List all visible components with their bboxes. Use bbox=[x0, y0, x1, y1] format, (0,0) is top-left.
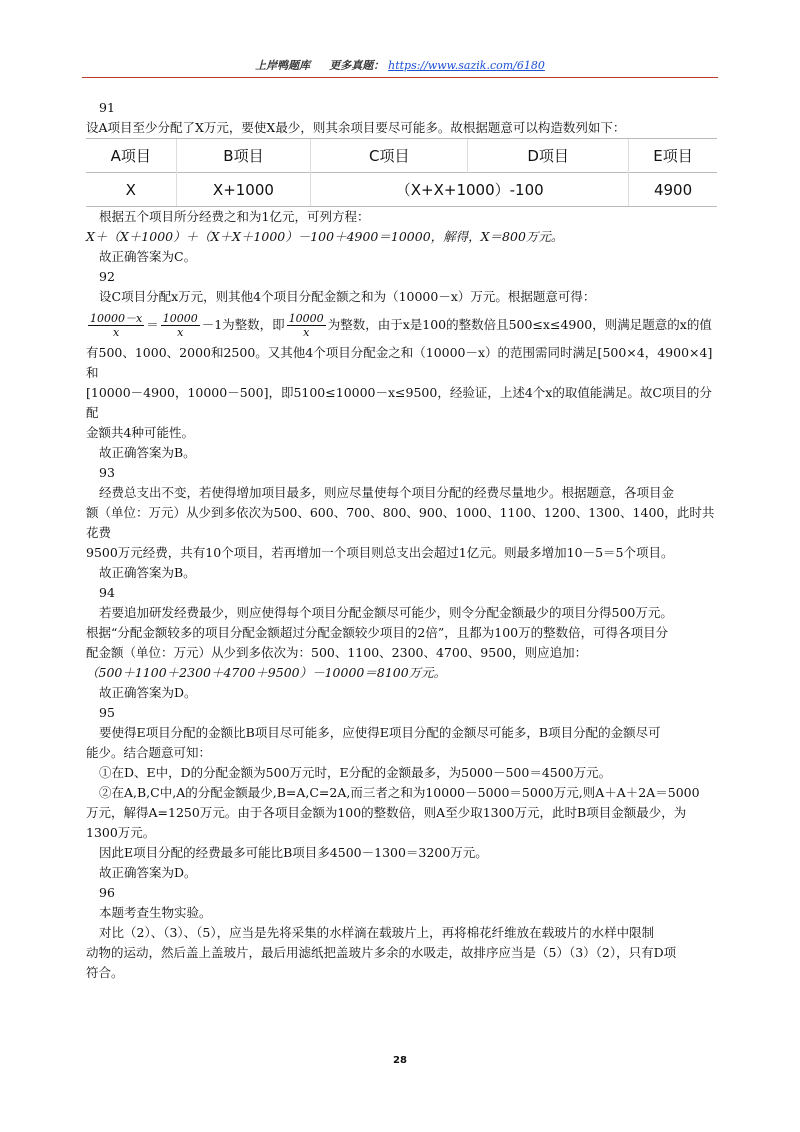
q96-line4: 符合。 bbox=[86, 965, 124, 980]
equals-sign: ＝ bbox=[146, 317, 159, 332]
table-row bbox=[86, 173, 717, 207]
table-header-cell: A项目 bbox=[86, 139, 176, 173]
table-cell: （X+X+1000）-100 bbox=[311, 173, 629, 207]
q94-answer: 故正确答案为D。 bbox=[99, 685, 197, 700]
q93-line3: 9500万元经费，共有10个项目，若再增加一个项目则总支出会超过1亿元。则最多增加10－5＝5个项目。 bbox=[86, 545, 674, 560]
q93-line2: 额（单位：万元）从少到多依次为500、600、700、800、900、1000、1100、1200、1300、1400，此时共花费 bbox=[86, 505, 715, 540]
q96-line2: 对比（2）、（3）、（5），应当是先将采集的水样滴在载玻片上，再将棉花纤维放在载玻片的水样中限制 bbox=[99, 925, 655, 940]
q92-line3: 有500、1000、2000和2500。又其他4个项目分配金之和（10000－x）的范围需同时满足[500×4，4900×4]和 bbox=[86, 345, 713, 380]
page-content bbox=[86, 98, 716, 983]
table-header-cell: B项目 bbox=[176, 139, 311, 173]
q92-line1: 设C项目分配x万元，则其他4个项目分配金额之和为（10000－x）万元。根据题意可得： bbox=[99, 289, 596, 304]
question-number: 96 bbox=[99, 885, 115, 900]
table-header-cell: E项目 bbox=[629, 139, 717, 173]
question-number: 92 bbox=[99, 269, 115, 284]
table-cell: X bbox=[86, 173, 176, 207]
page-header bbox=[0, 57, 800, 73]
question-number: 95 bbox=[99, 705, 115, 720]
page-number: 28 bbox=[393, 1055, 407, 1066]
table-header-cell: D项目 bbox=[468, 139, 629, 173]
q92-text: 为整数，由于x是100的整数倍且500≤x≤4900，则满足题意的x的值 bbox=[327, 317, 712, 332]
allocation-table bbox=[86, 138, 717, 207]
q94-line2: 根据“分配金额较多的项目分配金额超过分配金额较少项目的2倍”，且都为100万的整数倍，可得各项目分 bbox=[86, 625, 669, 640]
q95-line2: 能少。结合题意可知： bbox=[86, 745, 212, 760]
q92-line4: [10000－4900，10000－500]，即5100≤10000－x≤9500，经验证，上述4个x的取值能满足。故C项目的分配 bbox=[86, 385, 712, 420]
q93-line1: 经费总支出不变，若使得增加项目最多，则应尽量使每个项目分配的经费尽量地少。根据题意，各项目金 bbox=[99, 485, 675, 500]
q91-answer: 故正确答案为C。 bbox=[99, 249, 197, 264]
q93-answer: 故正确答案为B。 bbox=[99, 565, 196, 580]
header-label: 更多真题： bbox=[329, 59, 385, 72]
q95-answer: 故正确答案为D。 bbox=[99, 865, 197, 880]
fraction: $\frac{10000}{x}$ bbox=[288, 312, 324, 339]
q92-text: －1为整数，即 bbox=[201, 317, 285, 332]
q95-line5: 万元，解得A=1250万元。由于各项目金额为100的整数倍，则A至少取1300万元，此时B项目金额最少，为 bbox=[86, 805, 687, 820]
header-divider bbox=[82, 77, 718, 78]
q92-answer: 故正确答案为B。 bbox=[99, 445, 196, 460]
table-header-row bbox=[86, 139, 717, 173]
question-number: 91 bbox=[99, 100, 115, 115]
question-number: 93 bbox=[99, 465, 115, 480]
header-brand: 上岸鸭题库 bbox=[255, 59, 311, 72]
table-header-cell: C项目 bbox=[311, 139, 468, 173]
q94-line1: 若要追加研发经费最少，则应使得每个项目分配金额尽可能少，则令分配金额最少的项目分得500万元。 bbox=[99, 605, 673, 620]
q95-line6: 1300万元。 bbox=[86, 825, 156, 840]
table-cell: X+1000 bbox=[176, 173, 311, 207]
header-url-link[interactable]: https://www.sazik.com/6180 bbox=[388, 59, 545, 72]
q91-intro: 设A项目至少分配了X万元，要使X最少，则其余项目要尽可能多。故根据题意可以构造数列如下： bbox=[86, 120, 626, 135]
q95-line3: ①在D、E中，D的分配金额为500万元时，E分配的金额最多，为5000－500＝4500万元。 bbox=[99, 765, 612, 780]
table-cell: 4900 bbox=[629, 173, 717, 207]
q94-equation: （500＋1100＋2300＋4700＋9500）－10000＝8100万元。 bbox=[86, 665, 447, 680]
q96-line1: 本题考查生物实验。 bbox=[99, 905, 212, 920]
q92-fraction-line bbox=[86, 307, 716, 343]
question-number: 94 bbox=[99, 585, 115, 600]
q94-line3: 配金额（单位：万元）从少到多依次为：500、1100、2300、4700、9500，则应追加： bbox=[86, 645, 588, 660]
q96-line3: 动物的运动，然后盖上盖玻片，最后用滤纸把盖玻片多余的水吸走，故排序应当是（5）（3）（2），只有D项 bbox=[86, 945, 677, 960]
q91-line2: 根据五个项目所分经费之和为1亿元，可列方程： bbox=[99, 209, 370, 224]
q95-line7: 因此E项目分配的经费最多可能比B项目多4500－1300＝3200万元。 bbox=[99, 845, 488, 860]
q95-line4: ②在A,B,C中,A的分配金额最少,B=A,C=2A,而三者之和为10000－5000＝5000万元,则A＋A＋2A＝5000 bbox=[99, 785, 700, 800]
fraction: $\frac{10000}{x}$ bbox=[162, 312, 198, 339]
q95-line1: 要使得E项目分配的金额比B项目尽可能多，应使得E项目分配的金额尽可能多，B项目分配的金额尽可 bbox=[99, 725, 661, 740]
q91-equation: X＋（X＋1000）＋（X＋X＋1000）－100＋4900＝10000，解得，X＝800万元。 bbox=[86, 229, 564, 244]
q92-line5: 金额共4种可能性。 bbox=[86, 425, 194, 440]
fraction: $\frac{10000-x}{x}$ bbox=[90, 312, 143, 339]
